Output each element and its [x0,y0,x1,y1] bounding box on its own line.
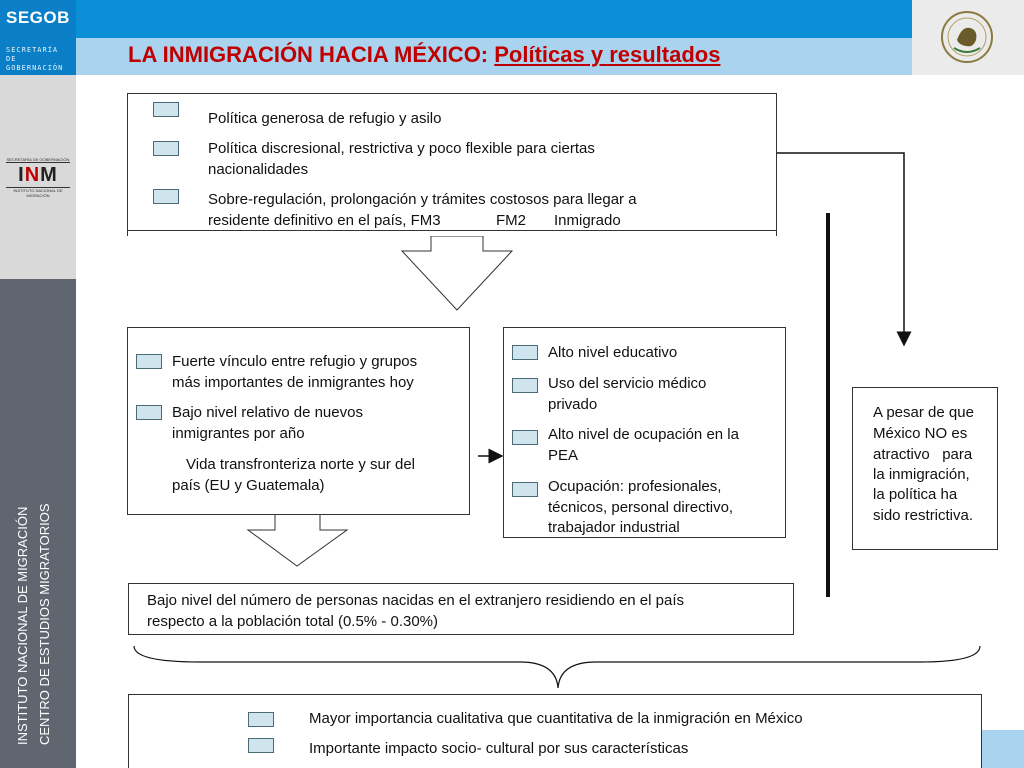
side-conclusion-line3: atractivo para [873,446,973,463]
sidebar-vertical-line2: CENTRO DE ESTUDIOS MIGRATORIOS [37,503,52,745]
characteristic-bullet-1 [136,354,162,369]
final-bullet-2 [248,738,274,753]
profile-item-3-line2: PEA [548,447,579,464]
final-bullet-1 [248,712,274,727]
connector-top-to-side [776,153,904,345]
policy-bullet-3 [153,189,179,204]
profile-bullet-4 [512,482,538,497]
segob-subtitle-line2: DE GOBERNACIÓN [6,55,64,72]
characteristic-item-3-line2: país (EU y Guatemala) [172,477,325,494]
final-item-1: Mayor importancia cualitativa que cuantitativa de la inmigración en México [309,710,803,727]
profile-bullet-2 [512,378,538,393]
characteristic-item-2-line2: inmigrantes por año [172,425,305,442]
curly-brace [134,646,980,688]
policy-item-3-line2a: residente definitivo en el país, FM3 [208,212,441,229]
side-conclusion-line1: A pesar de que [873,404,974,421]
policy-item-3-fm2: FM2 [496,212,526,229]
result-line1: Bajo nivel del número de personas nacidas en el extranjero residiendo en el país [147,592,685,609]
profile-bullet-3 [512,430,538,445]
inm-logo-mark: INM [18,164,58,186]
policy-bullet-2 [153,141,179,156]
inm-logo-bottom: INSTITUTO NACIONAL DE MIGRACIÓN [6,187,70,198]
down-arrow-2 [248,514,347,566]
characteristic-item-1-line2: más importantes de inmigrantes hoy [172,374,414,391]
characteristic-item-2-line1: Bajo nivel relativo de nuevos [172,404,363,421]
profile-item-4-line1: Ocupación: profesionales, [548,478,722,495]
side-conclusion-line4: la inmigración, [873,466,970,483]
down-arrow-1 [402,236,512,310]
characteristic-item-1-line1: Fuerte vínculo entre refugio y grupos [172,353,418,370]
title-sub: Políticas y resultados [494,42,721,67]
profile-item-4-line2: técnicos, personal directivo, [548,499,734,516]
profile-item-2-line2: privado [548,396,598,413]
segob-subtitle-line1: SECRETARÍA [6,46,59,54]
policy-item-3-line1: Sobre-regulación, prolongación y trámites costosos para llegar a [208,191,637,208]
final-item-2: Importante impacto socio- cultural por sus características [309,740,689,757]
policy-item-1: Política generosa de refugio y asilo [208,110,442,127]
profile-item-4-line3: trabajador industrial [548,519,680,536]
sidebar-vertical-line1: INSTITUTO NACIONAL DE MIGRACIÓN [15,506,30,745]
side-conclusion-line5: la política ha [873,486,958,503]
title-main: LA INMIGRACIÓN HACIA MÉXICO: [128,42,495,67]
side-conclusion-line2: México NO es [873,425,968,442]
inm-logo-top: SECRETARÍA DE GOBERNACIÓN [6,157,70,162]
profile-item-2-line1: Uso del servicio médico [548,375,707,392]
characteristic-bullet-2 [136,405,162,420]
result-line2: respecto a la población total (0.5% - 0.30%) [147,613,438,630]
segob-brand: SEGOB [6,8,70,27]
policy-item-2-line2: nacionalidades [208,161,309,178]
side-conclusion-line6: sido restrictiva. [873,507,974,524]
profile-bullet-1 [512,345,538,360]
policy-item-3-inmigrado: Inmigrado [554,212,621,229]
policy-bullet-1 [153,102,179,117]
profile-item-3-line1: Alto nivel de ocupación en la [548,426,739,443]
characteristic-item-3-line1: Vida transfronteriza norte y sur del [186,456,416,473]
policy-item-2-line1: Política discresional, restrictiva y poco flexible para ciertas [208,140,595,157]
profile-item-1: Alto nivel educativo [548,344,678,361]
